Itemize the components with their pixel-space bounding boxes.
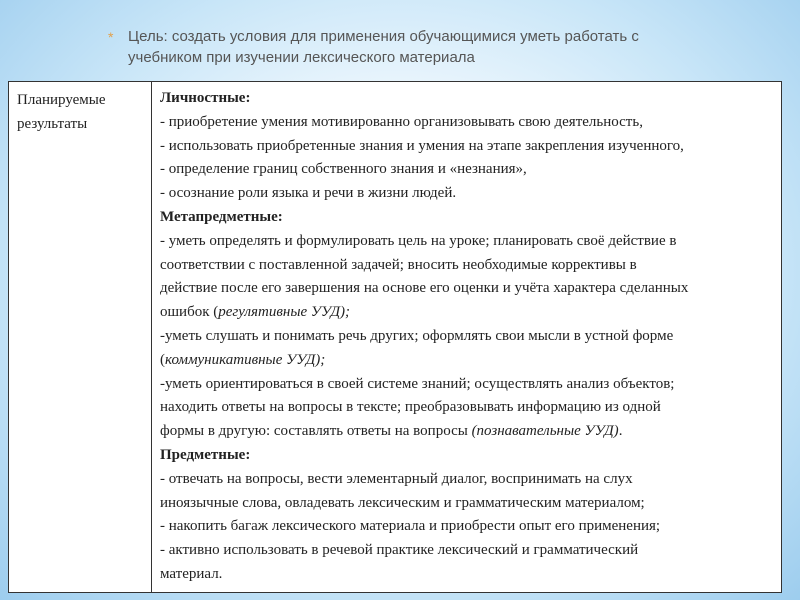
list-item: - использовать приобретенные знания и умения на этапе закрепления изученного, xyxy=(160,137,684,154)
goal-text xyxy=(108,26,722,68)
list-item: находить ответы на вопросы в тексте; преобразовывать информацию из одной xyxy=(160,399,661,416)
list-item: - отвечать на вопросы, вести элементарный диалог, воспринимать на слух xyxy=(160,470,633,487)
list-item: - осознание роли языка и речи в жизни людей. xyxy=(160,185,457,202)
list-item: материал. xyxy=(160,565,223,582)
text-prefix: формы в другую: составлять ответы на вопросы xyxy=(160,423,472,440)
table-row xyxy=(9,82,782,593)
list-item: - определение границ собственного знания и «незнания», xyxy=(160,161,527,178)
meta-heading: Метапредметные: xyxy=(160,208,283,225)
goal-line-1: Цель: создать условия для применения обучающимися уметь работать с xyxy=(128,28,639,45)
list-item: действие после его завершения на основе его оценки и учёта характера сделанных xyxy=(160,280,689,297)
list-item: - накопить багаж лексического материала и приобрести опыт его применения; xyxy=(160,518,661,535)
list-item: -уметь ориентироваться в своей системе знаний; осуществлять анализ объектов; xyxy=(160,375,675,392)
label-text: Планируемые результаты xyxy=(17,92,106,132)
list-item xyxy=(160,420,773,444)
results-table xyxy=(8,81,782,593)
list-item xyxy=(160,349,773,373)
list-item: - приобретение умения мотивированно организовывать свою деятельность, xyxy=(160,113,643,130)
bullet-icon: * xyxy=(108,29,114,45)
goal-line-2: учебником при изучении лексического материала xyxy=(128,49,475,66)
uud-type: регулятивные УУД); xyxy=(218,304,350,321)
content-cell xyxy=(152,82,782,593)
text-suffix: . xyxy=(618,423,623,440)
uud-type: коммуникативные УУД); xyxy=(165,351,326,368)
uud-type: (познавательные УУД) xyxy=(471,423,619,440)
list-item: -уметь слушать и понимать речь других; оформлять свои мысли в устной форме xyxy=(160,327,674,344)
text-prefix: ошибок ( xyxy=(160,304,219,321)
personal-heading: Личностные: xyxy=(160,90,251,106)
list-item: иноязычные слова, овладевать лексическим и грамматическим материалом; xyxy=(160,494,645,511)
subject-heading: Предметные: xyxy=(160,446,251,463)
list-item: - уметь определять и формулировать цель на уроке; планировать своё действие в xyxy=(160,232,677,249)
list-item: соответствии с поставленной задачей; вносить необходимые коррективы в xyxy=(160,256,637,273)
list-item: - активно использовать в речевой практике лексический и грамматический xyxy=(160,542,639,559)
label-cell xyxy=(9,82,152,593)
text-prefix: ( xyxy=(160,351,165,368)
list-item xyxy=(160,301,773,325)
